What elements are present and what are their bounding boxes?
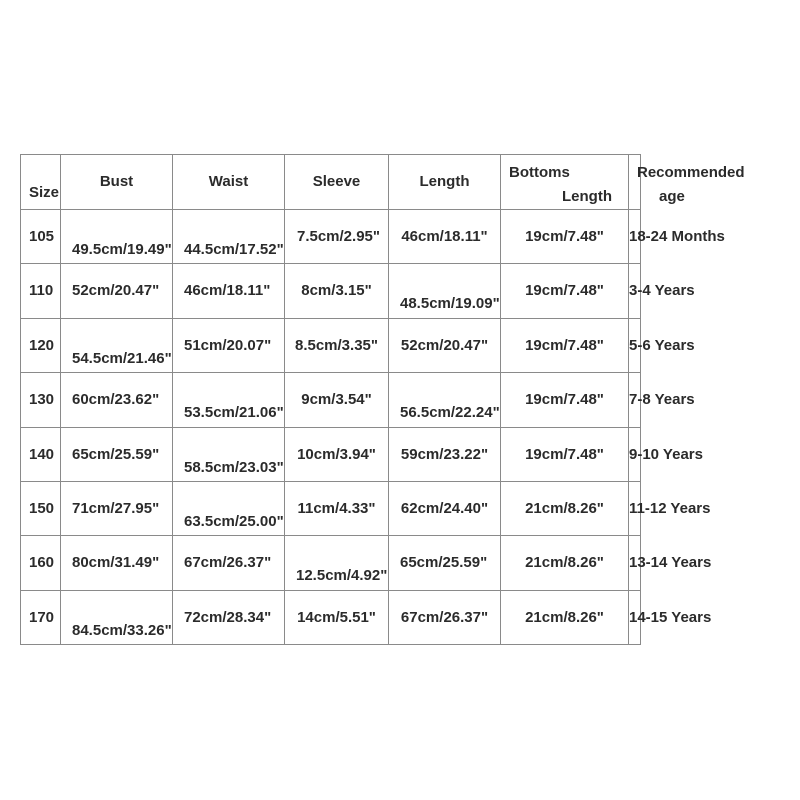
size-cell: 110 — [21, 264, 61, 318]
waist-cell: 67cm/26.37" — [173, 536, 285, 590]
header-length: Length — [389, 155, 501, 210]
bust-cell: 60cm/23.62" — [61, 373, 173, 427]
table-row — [21, 536, 641, 590]
length-cell: 67cm/26.37" — [389, 590, 501, 644]
length-cell: 65cm/25.59" — [389, 536, 501, 590]
bust-cell: 65cm/25.59" — [61, 427, 173, 481]
sleeve-cell: 8cm/3.15" — [285, 264, 389, 318]
sleeve-cell: 14cm/5.51" — [285, 590, 389, 644]
size-cell: 130 — [21, 373, 61, 427]
waist-cell: 44.5cm/17.52" — [173, 210, 285, 264]
bust-cell: 52cm/20.47" — [61, 264, 173, 318]
sleeve-cell: 12.5cm/4.92" — [285, 536, 389, 590]
length-cell: 59cm/23.22" — [389, 427, 501, 481]
bottoms-length-cell: 19cm/7.48" — [501, 373, 629, 427]
bust-cell: 84.5cm/33.26" — [61, 590, 173, 644]
header-recommended-age — [629, 155, 745, 210]
header-bottoms-line1: Bottoms — [509, 164, 570, 181]
table-row — [21, 373, 641, 427]
table-row — [21, 481, 641, 535]
table-row — [21, 210, 641, 264]
bust-cell: 49.5cm/19.49" — [61, 210, 173, 264]
age-cell: 3-4 Years — [629, 264, 641, 318]
length-cell: 62cm/24.40" — [389, 481, 501, 535]
bottoms-length-cell: 19cm/7.48" — [501, 427, 629, 481]
length-cell: 52cm/20.47" — [389, 318, 501, 372]
sleeve-cell: 9cm/3.54" — [285, 373, 389, 427]
bust-cell: 80cm/31.49" — [61, 536, 173, 590]
header-sleeve: Sleeve — [285, 155, 389, 210]
header-waist: Waist — [173, 155, 285, 210]
header-bottoms-length — [501, 155, 629, 210]
size-cell: 140 — [21, 427, 61, 481]
table-row — [21, 427, 641, 481]
table-row — [21, 590, 641, 644]
size-cell: 170 — [21, 590, 61, 644]
size-cell: 105 — [21, 210, 61, 264]
waist-cell: 46cm/18.11" — [173, 264, 285, 318]
header-row — [21, 155, 641, 210]
age-cell: 7-8 Years — [629, 373, 641, 427]
sleeve-cell: 7.5cm/2.95" — [285, 210, 389, 264]
bust-cell: 54.5cm/21.46" — [61, 318, 173, 372]
size-cell: 120 — [21, 318, 61, 372]
bottoms-length-cell: 19cm/7.48" — [501, 210, 629, 264]
size-cell: 150 — [21, 481, 61, 535]
age-cell: 18-24 Months — [629, 210, 641, 264]
header-bottoms-line2: Length — [562, 188, 612, 205]
header-size: Size — [21, 155, 61, 210]
size-cell: 160 — [21, 536, 61, 590]
table-row — [21, 318, 641, 372]
bottoms-length-cell: 19cm/7.48" — [501, 264, 629, 318]
size-chart-table — [20, 154, 745, 645]
header-age-line2: age — [659, 188, 685, 205]
age-cell: 9-10 Years — [629, 427, 641, 481]
length-cell: 56.5cm/22.24" — [389, 373, 501, 427]
bottoms-length-cell: 19cm/7.48" — [501, 318, 629, 372]
sleeve-cell: 11cm/4.33" — [285, 481, 389, 535]
age-cell: 14-15 Years — [629, 590, 641, 644]
waist-cell: 53.5cm/21.06" — [173, 373, 285, 427]
age-cell: 5-6 Years — [629, 318, 641, 372]
length-cell: 48.5cm/19.09" — [389, 264, 501, 318]
waist-cell: 63.5cm/25.00" — [173, 481, 285, 535]
bottoms-length-cell: 21cm/8.26" — [501, 536, 629, 590]
length-cell: 46cm/18.11" — [389, 210, 501, 264]
waist-cell: 51cm/20.07" — [173, 318, 285, 372]
header-bust: Bust — [61, 155, 173, 210]
age-cell: 13-14 Years — [629, 536, 641, 590]
table-row — [21, 264, 641, 318]
bust-cell: 71cm/27.95" — [61, 481, 173, 535]
waist-cell: 72cm/28.34" — [173, 590, 285, 644]
header-age-line1: Recommended — [637, 164, 745, 181]
sleeve-cell: 8.5cm/3.35" — [285, 318, 389, 372]
age-cell: 11-12 Years — [629, 481, 641, 535]
sleeve-cell: 10cm/3.94" — [285, 427, 389, 481]
bottoms-length-cell: 21cm/8.26" — [501, 590, 629, 644]
waist-cell: 58.5cm/23.03" — [173, 427, 285, 481]
bottoms-length-cell: 21cm/8.26" — [501, 481, 629, 535]
